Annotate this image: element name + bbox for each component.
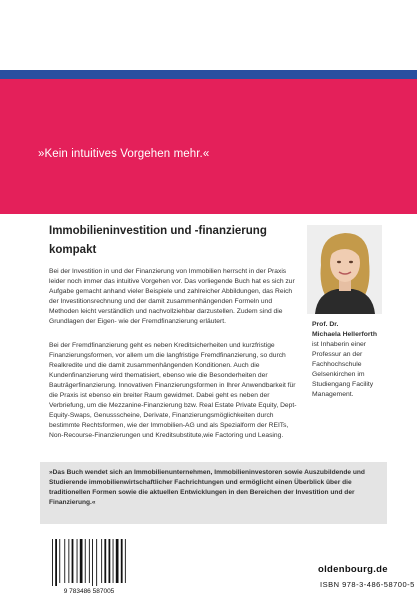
barcode-bar <box>101 539 102 583</box>
barcode-bar <box>113 539 114 583</box>
barcode-bar <box>104 539 106 583</box>
red-band <box>0 79 417 214</box>
blue-stripe <box>0 70 417 79</box>
isbn: ISBN 978-3-486-58700-5 <box>320 580 415 589</box>
barcode-bar <box>89 539 90 583</box>
barcode-bar <box>96 539 97 586</box>
author-title: Prof. Dr. <box>312 321 339 328</box>
author-photo <box>307 225 382 314</box>
author-portrait-image <box>307 225 382 314</box>
book-title: Immobilieninvestition und -finanzierung kompakt <box>49 225 267 256</box>
description-paragraph-1: Bei der Investition in und der Finanzierung von Immobilien herrscht in der Praxis leider noch immer das intuitive Vorgehen vor. Das vorliegende Buch hat es sich zur Aufgabe gemacht anhand vieler Beispiele und zahlreicher Abbildungen, das Reich der Investitionsrechnung und der damit zusammenhängenden Formeln und Methoden leicht verständlich und nachvollziehbar darzustellen. Zudem sind die Grundlagen der Eigen- wie der Fremdfinanzierung erläutert. <box>49 268 295 325</box>
barcode-bar <box>85 539 86 583</box>
barcode-bar <box>68 539 69 583</box>
quote-text: »Das Buch wendet sich an Immobilienunternehmen, Immobilieninvestoren sowie Auszubildende und Studierende immobilienwirtschaftlicher Fachrichtungen und ermöglicht einen Überblick über die traditionellen Formen sowie die aktuellen Entwicklungen in den Bereichen der Investition und der Finanzierung.« <box>49 469 365 506</box>
barcode-number: 9 783486 587005 <box>63 588 115 595</box>
barcode-bar <box>116 539 119 583</box>
barcode-bar <box>59 539 60 583</box>
barcode-bar <box>92 539 93 586</box>
barcode-bar <box>80 539 83 583</box>
barcode-bar <box>125 539 126 583</box>
barcode-bar <box>55 539 57 586</box>
tagline: »Kein intuitives Vorgehen mehr.« <box>38 148 210 160</box>
author-name <box>312 320 377 340</box>
author-full-name: Michaela Hellerforth <box>312 331 377 338</box>
barcode-bar <box>121 539 123 583</box>
barcode-bar <box>52 539 53 586</box>
top-white-band <box>0 0 417 70</box>
barcode <box>49 537 129 595</box>
publisher-url: oldenbourg.de <box>318 564 388 575</box>
barcode-bar <box>64 539 65 583</box>
barcode-image <box>49 537 129 595</box>
barcode-bar <box>72 539 74 583</box>
barcode-bar <box>77 539 78 583</box>
author-bio: ist Inhaberin einer Professur an der Fachhochschule Gelsenkirchen im Studiengang Facility Management. <box>312 341 374 398</box>
barcode-bar <box>109 539 111 583</box>
description-paragraph-2: Bei der Fremdfinanzierung geht es neben Kreditsicherheiten und kurzfristige Finanzierungsformen, vor allem um die langfristige Fremdfinanzierung, so durch Realkredite und die damit zusammenhängenden Konditionen. Auch die Kundenfinanzierung wird thematisiert, ebenso wie die Besonderheiten der Bauträgerfinanzierung. Innovativen Finanzierungsformen in Ihrer Anwendbarkeit für die Praxis ist ebenso ein breiter Raum gewidmet. Dabei geht es neben der Verbriefung, um die Mezzanine-Finanzierung bzw. Real Estate Private Equity, Dept-Equity-Swaps, Genussscheine, Derivate, Finanzierungsmöglichkeiten durch bestimmte Rechtsformen, wie der Immobilien-AG und als Spezialform der REITs, Non-Recourse-Finanzierungen und Kreditsubstitute,wie Factoring und Leasing. <box>49 342 297 439</box>
